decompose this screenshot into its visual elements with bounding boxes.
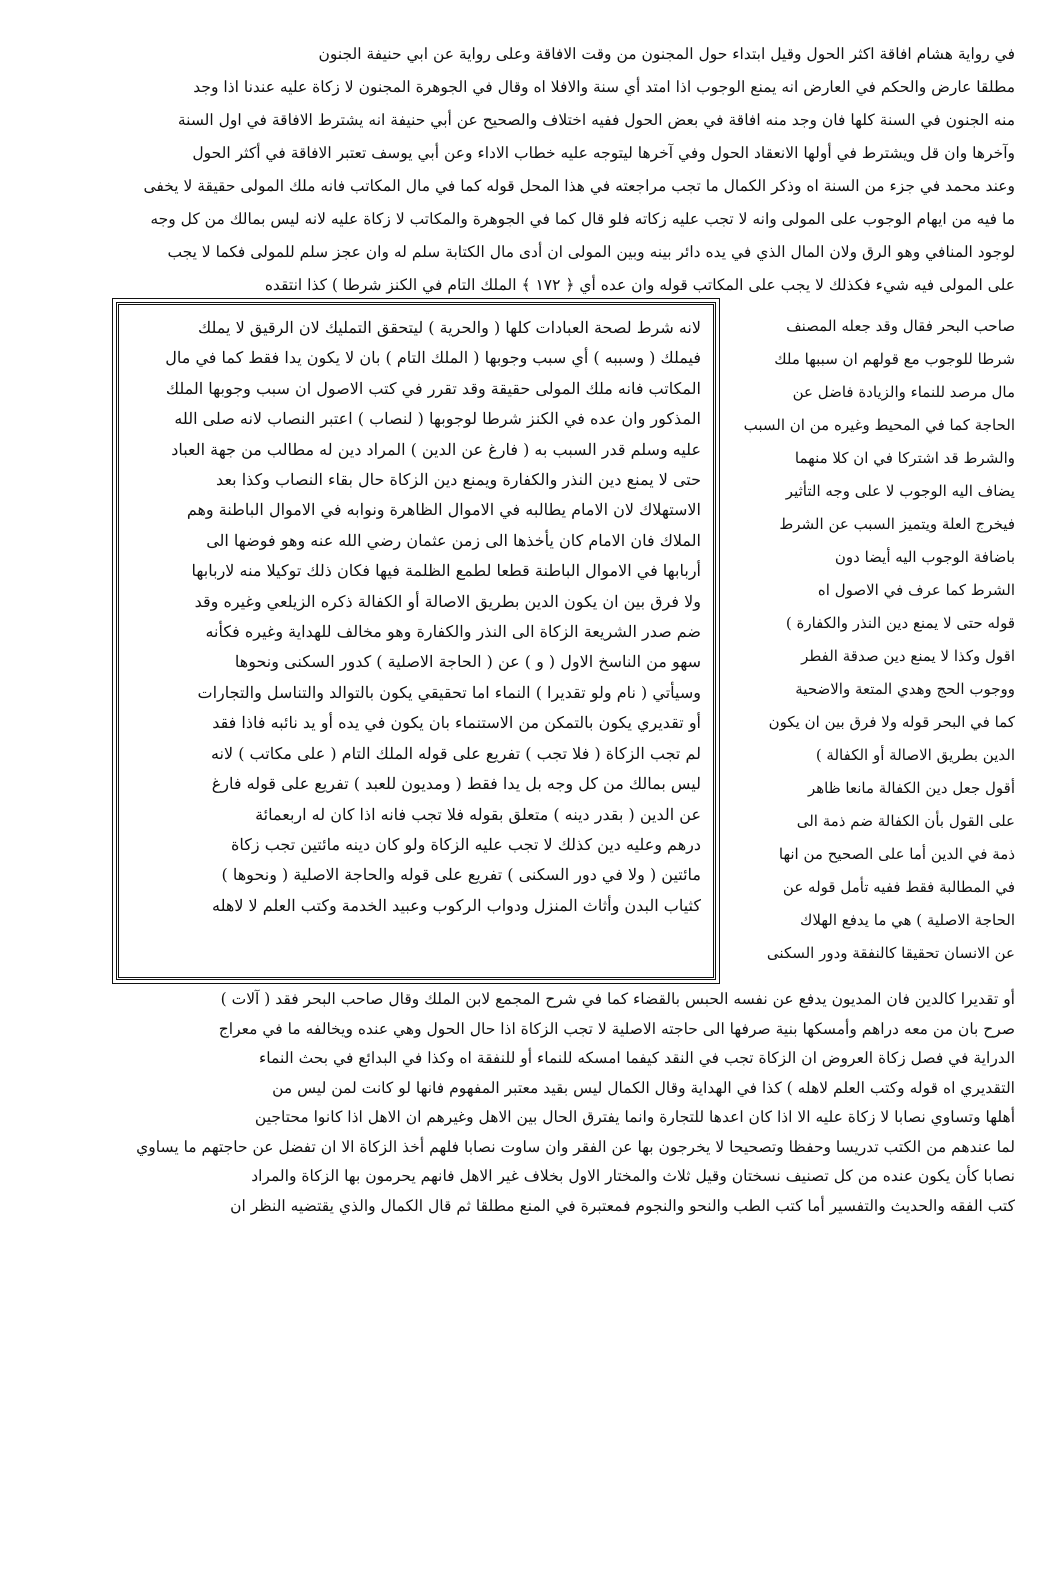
commentary-line: نصابا كأن يكون عنده من كل تصنيف نسختان وقيل ثلاث والمختار الاول بخلاف غير الاهل فانهم يحرمون بها الزكاة والمراد xyxy=(251,1167,1015,1185)
side-line: كما في البحر قوله ولا فرق بين ان يكون xyxy=(768,713,1015,731)
side-line: الدين بطريق الاصالة أو الكفالة ) xyxy=(815,746,1015,764)
commentary-line: لما عندهم من الكتب تدريسا وحفظا وتصحيحا لا يخرجون بها عن الفقر وان ساوت نصابا فلهم أخذ الزكاة الا ان تفضل عن حاجتهم ما يساوي xyxy=(136,1137,1015,1156)
matn-line: أربابها في الاموال الباطنة قطعا لطمع الظلمة فيها فكان ذلك توكيلا منه لاربابها xyxy=(191,561,701,581)
bottom-commentary-block xyxy=(100,985,1015,1221)
commentary-line: مطلقا عارض والحكم في العارض انه يمنع الوجوب اذا امتد أي سنة والافلا اه وقال في الجوهرة المجنون لا زكاة عليه عندنا اذا وجد xyxy=(193,78,1015,96)
commentary-line: وآخرها وان قل ويشترط في أولها الانعقاد الحول وفي آخرها ليتوجه عليه خطاب الاداء وعن أبي يوسف تعتبر الافاقة في أكثر الحول xyxy=(192,144,1015,162)
matn-line: الملاك فان الامام كان يأخذها الى زمن عثمان رضي الله عنه وهو فوضها الى xyxy=(206,530,701,550)
side-line: الحاجة كما في المحيط وغيره من ان السبب xyxy=(743,416,1015,434)
commentary-line: في رواية هشام افاقة اكثر الحول وقيل ابتداء حول المجنون من وقت الافاقة وعلى رواية عن ابي حنيفة الجنون xyxy=(318,45,1015,63)
commentary-line: الدراية في فصل زكاة العروض ان الزكاة تجب في النقد كيفما امسكه للنماء أو للنفقة اه وكذا في البدائع في بحث النماء xyxy=(258,1049,1015,1067)
side-line: الحاجة الاصلية ) هي ما يدفع الهلاك xyxy=(800,911,1015,929)
matn-line: المكاتب فانه ملك المولى حقيقة وقد تقرر في كتب الاصول ان سبب وجوبها الملك xyxy=(165,378,701,398)
matn-line: وسيأتي ( نام ولو تقديرا ) النماء اما تحقيقي يكون بالتوالد والتناسل والتجارات xyxy=(197,682,701,702)
side-commentary-block xyxy=(735,310,1015,970)
side-line: فيخرج العلة ويتميز السبب عن الشرط xyxy=(779,515,1015,533)
matn-line: الاستهلاك لان الامام يطالبه في الاموال الظاهرة ونوابه في الاموال الباطنة وهم xyxy=(186,500,701,520)
side-line: اقول وكذا لا يمنع دين صدقة الفطر xyxy=(801,647,1015,665)
matn-line: أو تقديري يكون بالتمكن من الاستنماء بان يكون في يده أو يد نائبه فاذا فقد xyxy=(212,713,701,733)
commentary-line: أهلها وتساوي نصابا لا زكاة عليه الا اذا كان اعدها للتجارة وانما يفترق الحال بين الاهل وغيرهم ان الاهل اذا كانوا محتاجين xyxy=(254,1108,1015,1126)
matn-line: لانه شرط لصحة العبادات كلها ( والحرية ) ليتحقق التمليك لان الرقيق لا يملك xyxy=(198,318,701,337)
commentary-line: أو تقديرا كالدين فان المديون يدفع عن نفسه الحبس بالقضاء كما في شرح المجمع لابن الملك وقال صاحب البحر فقد ( آلات ) xyxy=(220,990,1015,1008)
side-line: على القول بأن الكفالة ضم ذمة الى xyxy=(796,812,1015,830)
side-line: يضاف اليه الوجوب لا على وجه التأثير xyxy=(785,482,1015,500)
matn-line: حتى لا يمنع دين النذر والكفارة ويمنع دين الزكاة حال بقاء النصاب وكذا بعد xyxy=(216,470,701,490)
commentary-line-with-page-number: على المولى فيه شيء فكذلك لا يجب على المكاتب قوله وان عده أي ﴿ ١٧٢ ﴾ الملك التام في الكنز شرطا ) كذا انتقده xyxy=(264,276,1015,294)
matn-line: كثياب البدن وأثاث المنزل ودواب الركوب وعبيد الخدمة وكتب العلم لا لاهله xyxy=(212,895,701,915)
matn-line: المذكور وان عده في الكنز شرطا لوجوبها ( لنصاب ) اعتبر النصاب لانه صلى الله xyxy=(174,409,701,429)
matn-line: فيملك ( وسببه ) أي سبب وجوبها ( الملك التام ) بان لا يكون يدا فقط كما في مال xyxy=(165,348,701,368)
matn-line: عن الدين ( بقدر دينه ) متعلق بقوله فلا تجب فانه اذا كان له اربعمائة xyxy=(255,804,701,824)
side-line: شرطا للوجوب مع قولهم ان سببها ملك xyxy=(774,350,1015,368)
matn-line: عليه وسلم قدر السبب به ( فارغ عن الدين ) المراد دين له مطالب من جهة العباد xyxy=(171,439,701,459)
matn-line: درهم وعليه دين كذلك لا تجب عليه الزكاة ولو كان دينه مائتين تجب زكاة xyxy=(231,834,701,854)
side-line: عن الانسان تحقيقا كالنفقة ودور السكنى xyxy=(766,944,1015,962)
commentary-line: منه الجنون في السنة كلها فان وجد منه افاقة في بعض الحول ففيه اختلاف والصحيح عن أبي حنيفة انه يشترط الافاقة في اول السنة xyxy=(177,111,1015,129)
side-line: أقول جعل دين الكفالة مانعا ظاهر xyxy=(807,779,1015,797)
matn-line: لم تجب الزكاة ( فلا تجب ) تفريع على قوله الملك التام ( على مكاتب ) لانه xyxy=(210,743,701,763)
side-line: صاحب البحر فقال وقد جعله المصنف xyxy=(786,317,1015,335)
top-commentary-block xyxy=(95,38,1015,302)
side-line: قوله حتى لا يمنع دين النذر والكفارة ) xyxy=(785,614,1015,632)
commentary-line: وعند محمد في جزء من السنة اه وذكر الكمال ما تجب مراجعته في هذا المحل قوله كما في مال المكاتب فانه ملك المولى حقيقة لا يخفى xyxy=(143,177,1015,195)
side-line: والشرط قد اشتركا في ان كلا منهما xyxy=(794,449,1015,467)
matn-line: ليس بمالك من كل وجه بل يدا فقط ( ومديون للعبد ) تفريع على قوله فارغ xyxy=(211,774,701,794)
commentary-line: التقديري اه قوله وكتب العلم لاهله ) كذا في الهداية وقال الكمال ليس بقيد معتبر المفهوم فانها لو كانت لمن ليس من xyxy=(272,1078,1015,1097)
matn-line: ضم صدر الشريعة الزكاة الى النذر والكفارة وهو مخالف للهداية وغيره فكأنه xyxy=(205,622,701,642)
commentary-line: كتب الفقه والحديث والتفسير أما كتب الطب والنحو والنجوم فمعتبرة في المنع مطلقا ثم قال الكمال والذي يقتضيه النظر ان xyxy=(230,1196,1015,1215)
commentary-line: ما فيه من ايهام الوجوب على المولى وانه لا تجب عليه زكاته فلو قال كما في الجوهرة والمكاتب لا زكاة عليه لانه ليس بمالك من كل وجه xyxy=(150,210,1015,228)
side-line: ووجوب الحج وهدي المتعة والاضحية xyxy=(795,680,1015,698)
side-line: في المطالبة فقط ففيه تأمل قوله عن xyxy=(782,878,1015,896)
side-line: الشرط كما عرف في الاصول اه xyxy=(817,581,1015,599)
side-line: باضافة الوجوب اليه أيضا دون xyxy=(834,548,1015,566)
matn-line: مائتين ( ولا في دور السكنى ) تفريع على قوله والحاجة الاصلية ( ونحوها ) xyxy=(221,865,701,885)
matn-text-box xyxy=(116,302,716,980)
matn-line: ولا فرق بين ان يكون الدين بطريق الاصالة أو الكفالة ذكره الزيلعي وغيره وقد xyxy=(194,591,701,611)
side-line: مال مرصد للنماء والزيادة فاضل عن xyxy=(792,383,1015,401)
commentary-line: لوجود المنافي وهو الرق ولان المال الذي في يده دائر بينه وبين المولى ان أدى مال الكتابة سلم له وان عجز سلم للمولى فكما لا يجب xyxy=(167,243,1015,261)
commentary-line: صرح بان من معه دراهم وأمسكها بنية صرفها الى حاجته الاصلية لا تجب الزكاة اذا حال الحول وهي عنده ويخالفه ما في معراج xyxy=(218,1019,1015,1038)
side-line: ذمة في الدين أما على الصحيح من انها xyxy=(778,845,1015,863)
matn-line: سهو من الناسخ الاول ( و ) عن ( الحاجة الاصلية ) كدور السكنى ونحوها xyxy=(234,652,701,672)
